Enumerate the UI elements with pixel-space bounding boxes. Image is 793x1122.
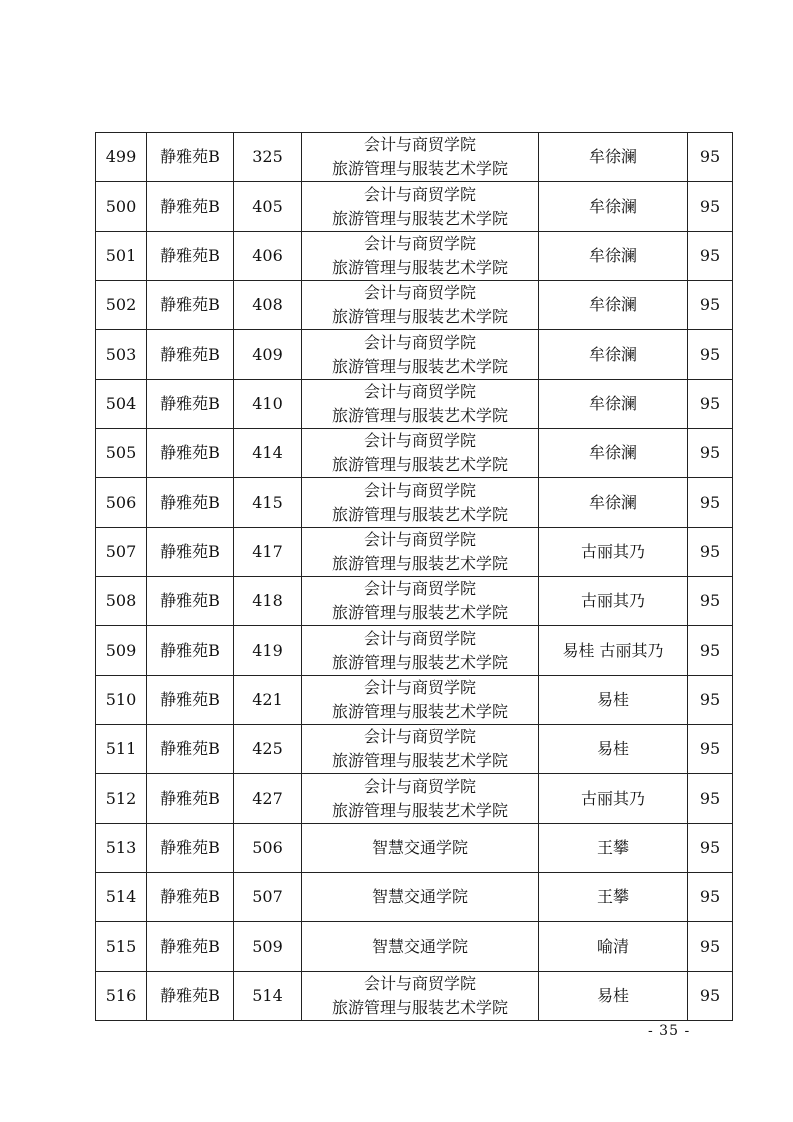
row-number-cell: 515 <box>96 922 147 972</box>
room-cell: 408 <box>234 281 302 330</box>
score-cell: 95 <box>688 626 733 676</box>
score-cell: 95 <box>688 972 733 1021</box>
building-cell: 静雅苑B <box>147 774 234 824</box>
college-name: 会计与商贸学院 <box>363 283 476 302</box>
college-name: 智慧交通学院 <box>371 838 468 857</box>
room-cell: 507 <box>234 873 302 922</box>
table-row <box>96 182 733 232</box>
score-cell: 95 <box>688 281 733 330</box>
college-cell <box>302 133 539 182</box>
row-number-cell: 499 <box>96 133 147 182</box>
college-cell <box>302 478 539 528</box>
row-number-cell: 508 <box>96 577 147 626</box>
inspector-name-cell: 牟徐澜 <box>539 330 688 380</box>
dormitory-score-table <box>95 132 733 1021</box>
row-number-cell: 506 <box>96 478 147 528</box>
building-cell: 静雅苑B <box>147 626 234 676</box>
row-number-cell: 512 <box>96 774 147 824</box>
table-row <box>96 922 733 972</box>
building-cell: 静雅苑B <box>147 478 234 528</box>
building-cell: 静雅苑B <box>147 922 234 972</box>
table-row <box>96 380 733 429</box>
score-cell: 95 <box>688 380 733 429</box>
inspector-name-cell: 古丽其乃 <box>539 528 688 577</box>
table-row <box>96 873 733 922</box>
table-row <box>96 281 733 330</box>
score-cell: 95 <box>688 478 733 528</box>
college-name: 会计与商贸学院 <box>363 628 476 648</box>
row-number-cell: 502 <box>96 281 147 330</box>
score-cell: 95 <box>688 133 733 182</box>
inspector-name-cell: 牟徐澜 <box>539 478 688 528</box>
room-cell: 409 <box>234 330 302 380</box>
room-cell: 425 <box>234 725 302 774</box>
college-name: 会计与商贸学院 <box>363 234 476 253</box>
building-cell: 静雅苑B <box>147 676 234 725</box>
college-cell <box>302 380 539 429</box>
row-number-cell: 505 <box>96 429 147 478</box>
score-cell: 95 <box>688 528 733 577</box>
room-cell: 509 <box>234 922 302 972</box>
college-name: 旅游管理与服装艺术学院 <box>331 307 508 326</box>
table-row <box>96 725 733 774</box>
score-cell: 95 <box>688 182 733 232</box>
room-cell: 406 <box>234 232 302 281</box>
college-cell <box>302 922 539 972</box>
inspector-name-cell: 牟徐澜 <box>539 232 688 281</box>
college-name: 会计与商贸学院 <box>363 184 476 204</box>
college-name: 会计与商贸学院 <box>363 480 476 500</box>
college-name: 旅游管理与服装艺术学院 <box>331 652 508 672</box>
college-name: 会计与商贸学院 <box>363 332 476 352</box>
room-cell: 414 <box>234 429 302 478</box>
table-row <box>96 232 733 281</box>
college-name: 会计与商贸学院 <box>363 431 476 450</box>
college-name: 会计与商贸学院 <box>363 579 476 598</box>
table-row <box>96 330 733 380</box>
college-name: 旅游管理与服装艺术学院 <box>331 356 508 376</box>
room-cell: 415 <box>234 478 302 528</box>
table-row <box>96 133 733 182</box>
college-cell <box>302 626 539 676</box>
college-cell <box>302 774 539 824</box>
inspector-name-cell: 王攀 <box>539 873 688 922</box>
room-cell: 325 <box>234 133 302 182</box>
inspector-name-cell: 牟徐澜 <box>539 429 688 478</box>
college-name: 旅游管理与服装艺术学院 <box>331 455 508 474</box>
inspector-name-cell: 王攀 <box>539 824 688 873</box>
building-cell: 静雅苑B <box>147 429 234 478</box>
college-name: 智慧交通学院 <box>371 936 468 956</box>
college-cell <box>302 182 539 232</box>
inspector-name-cell: 牟徐澜 <box>539 182 688 232</box>
room-cell: 514 <box>234 972 302 1021</box>
building-cell: 静雅苑B <box>147 528 234 577</box>
score-cell: 95 <box>688 232 733 281</box>
building-cell: 静雅苑B <box>147 873 234 922</box>
college-name: 会计与商贸学院 <box>363 776 476 796</box>
row-number-cell: 501 <box>96 232 147 281</box>
room-cell: 418 <box>234 577 302 626</box>
row-number-cell: 513 <box>96 824 147 873</box>
room-cell: 405 <box>234 182 302 232</box>
table-row <box>96 626 733 676</box>
college-cell <box>302 528 539 577</box>
page-number: - 35 - <box>648 1023 691 1039</box>
table-row <box>96 676 733 725</box>
inspector-name-cell: 易桂 古丽其乃 <box>539 626 688 676</box>
row-number-cell: 516 <box>96 972 147 1021</box>
college-cell <box>302 281 539 330</box>
score-cell: 95 <box>688 725 733 774</box>
building-cell: 静雅苑B <box>147 824 234 873</box>
row-number-cell: 500 <box>96 182 147 232</box>
inspector-name-cell: 古丽其乃 <box>539 577 688 626</box>
inspector-name-cell: 牟徐澜 <box>539 281 688 330</box>
score-cell: 95 <box>688 824 733 873</box>
row-number-cell: 514 <box>96 873 147 922</box>
building-cell: 静雅苑B <box>147 577 234 626</box>
inspector-name-cell: 易桂 <box>539 725 688 774</box>
college-name: 会计与商贸学院 <box>363 382 476 401</box>
table-row <box>96 824 733 873</box>
room-cell: 417 <box>234 528 302 577</box>
table-row <box>96 429 733 478</box>
row-number-cell: 510 <box>96 676 147 725</box>
inspector-name-cell: 牟徐澜 <box>539 380 688 429</box>
inspector-name-cell: 易桂 <box>539 972 688 1021</box>
table-body <box>96 133 733 1021</box>
college-name: 旅游管理与服装艺术学院 <box>331 800 508 820</box>
college-cell <box>302 429 539 478</box>
college-name: 会计与商贸学院 <box>363 530 476 549</box>
college-name: 旅游管理与服装艺术学院 <box>331 751 508 770</box>
score-cell: 95 <box>688 577 733 626</box>
table-row <box>96 528 733 577</box>
row-number-cell: 511 <box>96 725 147 774</box>
college-name: 会计与商贸学院 <box>363 678 476 697</box>
college-cell <box>302 577 539 626</box>
inspector-name-cell: 易桂 <box>539 676 688 725</box>
score-cell: 95 <box>688 873 733 922</box>
inspector-name-cell: 喻清 <box>539 922 688 972</box>
table-row <box>96 774 733 824</box>
college-name: 旅游管理与服装艺术学院 <box>331 208 508 228</box>
college-cell <box>302 824 539 873</box>
college-cell <box>302 725 539 774</box>
college-cell <box>302 873 539 922</box>
inspector-name-cell: 古丽其乃 <box>539 774 688 824</box>
room-cell: 427 <box>234 774 302 824</box>
room-cell: 410 <box>234 380 302 429</box>
score-cell: 95 <box>688 922 733 972</box>
college-name: 旅游管理与服装艺术学院 <box>331 603 508 622</box>
college-name: 旅游管理与服装艺术学院 <box>331 702 508 721</box>
row-number-cell: 504 <box>96 380 147 429</box>
college-name: 会计与商贸学院 <box>363 135 476 154</box>
room-cell: 419 <box>234 626 302 676</box>
college-name: 旅游管理与服装艺术学院 <box>331 159 508 178</box>
building-cell: 静雅苑B <box>147 281 234 330</box>
score-cell: 95 <box>688 774 733 824</box>
college-cell <box>302 232 539 281</box>
building-cell: 静雅苑B <box>147 725 234 774</box>
college-cell <box>302 676 539 725</box>
college-cell <box>302 330 539 380</box>
building-cell: 静雅苑B <box>147 182 234 232</box>
building-cell: 静雅苑B <box>147 133 234 182</box>
room-cell: 506 <box>234 824 302 873</box>
room-cell: 421 <box>234 676 302 725</box>
building-cell: 静雅苑B <box>147 330 234 380</box>
score-cell: 95 <box>688 429 733 478</box>
table-row <box>96 577 733 626</box>
building-cell: 静雅苑B <box>147 380 234 429</box>
building-cell: 静雅苑B <box>147 232 234 281</box>
inspector-name-cell: 牟徐澜 <box>539 133 688 182</box>
score-cell: 95 <box>688 330 733 380</box>
row-number-cell: 509 <box>96 626 147 676</box>
row-number-cell: 507 <box>96 528 147 577</box>
college-name: 智慧交通学院 <box>371 887 468 906</box>
college-cell <box>302 972 539 1021</box>
college-name: 会计与商贸学院 <box>363 727 476 746</box>
college-name: 旅游管理与服装艺术学院 <box>331 406 508 425</box>
college-name: 旅游管理与服装艺术学院 <box>331 554 508 573</box>
building-cell: 静雅苑B <box>147 972 234 1021</box>
college-name: 旅游管理与服装艺术学院 <box>331 998 508 1017</box>
row-number-cell: 503 <box>96 330 147 380</box>
college-name: 旅游管理与服装艺术学院 <box>331 258 508 277</box>
score-cell: 95 <box>688 676 733 725</box>
college-name: 旅游管理与服装艺术学院 <box>331 504 508 524</box>
table-row <box>96 478 733 528</box>
college-name: 会计与商贸学院 <box>363 974 476 993</box>
table-row <box>96 972 733 1021</box>
